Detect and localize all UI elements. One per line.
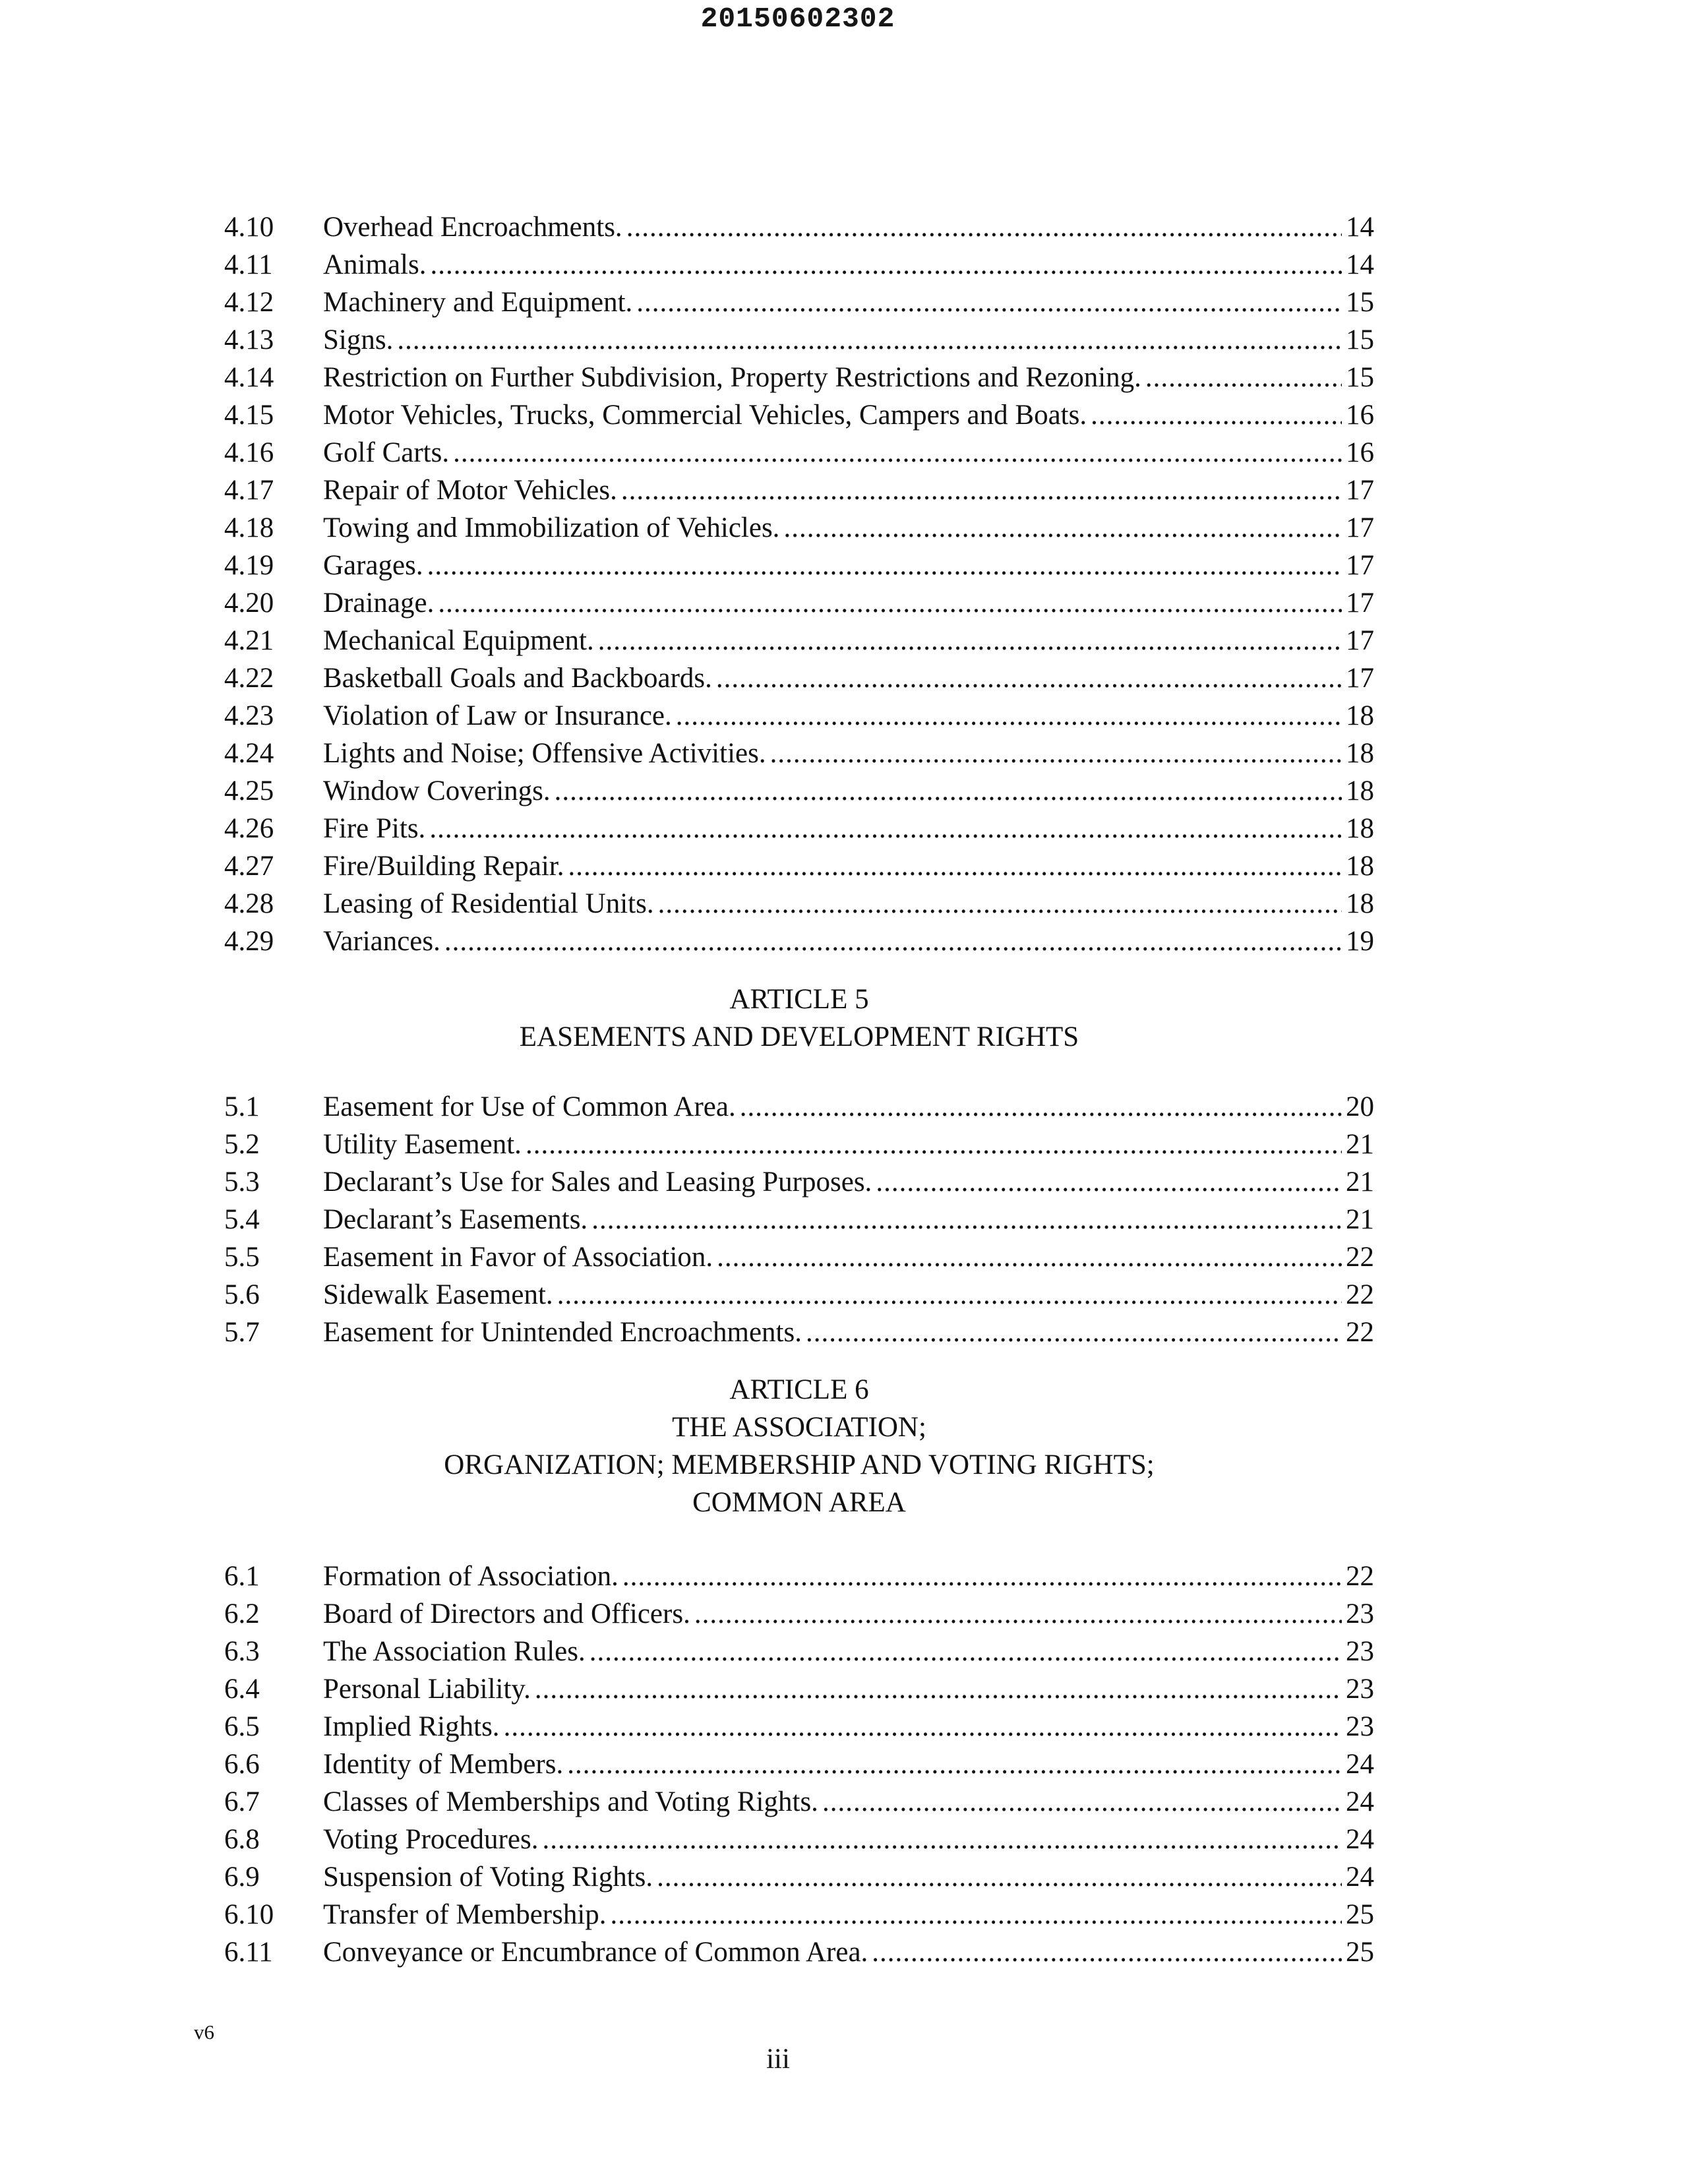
toc-entry-title: Sidewalk Easement. (323, 1279, 553, 1310)
toc-entry-title: Voting Procedures. (323, 1824, 539, 1855)
dot-leader (658, 885, 1342, 923)
toc-entry-page: 16 (1346, 400, 1374, 431)
toc-entry-page: 23 (1346, 1674, 1374, 1705)
toc-entry-title: Animals. (323, 249, 427, 280)
toc-entry-title: Signs. (323, 324, 394, 355)
toc-entry-number: 6.10 (224, 1899, 274, 1930)
toc-entry-title: Machinery and Equipment. (323, 287, 633, 318)
toc-entry-page: 22 (1346, 1242, 1374, 1273)
toc-entry-page: 18 (1346, 888, 1374, 919)
toc-entry-page: 16 (1346, 437, 1374, 468)
toc-entry[interactable] (224, 208, 1374, 247)
dot-leader (429, 810, 1342, 848)
toc-entry-page: 21 (1346, 1204, 1374, 1235)
toc-entry-title: Mechanical Equipment. (323, 625, 594, 656)
toc-entry-page: 17 (1346, 588, 1374, 619)
toc-entry-title: Personal Liability. (323, 1674, 531, 1705)
toc-entry-page: 24 (1346, 1824, 1374, 1855)
toc-entry-title: Conveyance or Encumbrance of Common Area. (323, 1937, 868, 1968)
toc-entry-page: 15 (1346, 362, 1374, 393)
toc-entry-number: 4.25 (224, 775, 274, 806)
toc-entry-number: 6.5 (224, 1711, 260, 1742)
toc-entry-title: Utility Easement. (323, 1129, 522, 1160)
toc-entry-number: 6.3 (224, 1636, 260, 1667)
dot-leader (557, 1276, 1342, 1314)
article-5-number: ARTICLE 5 (729, 984, 869, 1015)
toc-entry-title: Transfer of Membership. (323, 1899, 607, 1930)
toc-entry[interactable] (224, 1858, 1374, 1896)
article-6-title-line-2: ORGANIZATION; MEMBERSHIP AND VOTING RIGHTS; (444, 1449, 1155, 1480)
dot-leader (504, 1708, 1342, 1746)
toc-entry[interactable] (224, 1933, 1374, 1972)
toc-entry-number: 4.16 (224, 437, 274, 468)
toc-entry[interactable] (224, 885, 1374, 923)
dot-leader (535, 1670, 1342, 1709)
toc-entry-page: 18 (1346, 700, 1374, 731)
toc-entry[interactable] (224, 1088, 1374, 1126)
toc-entry-page: 24 (1346, 1786, 1374, 1817)
toc-entry-title: Motor Vehicles, Trucks, Commercial Vehicles, Campers and Boats. (323, 400, 1087, 431)
toc-entry[interactable] (224, 1896, 1374, 1934)
toc-entry-page: 17 (1346, 512, 1374, 543)
toc-entry-number: 4.15 (224, 400, 274, 431)
toc-entry-number: 4.24 (224, 738, 274, 769)
toc-entry-title: Restriction on Further Subdivision, Property Restrictions and Rezoning. (323, 362, 1141, 393)
toc-entry-number: 4.13 (224, 324, 274, 355)
toc-entry-title: Towing and Immobilization of Vehicles. (323, 512, 780, 543)
toc-entry[interactable] (224, 1238, 1374, 1277)
dot-leader (717, 1238, 1342, 1277)
article-6-title-line-3: COMMON AREA (692, 1487, 906, 1518)
toc-entry-page: 15 (1346, 324, 1374, 355)
toc-entry-number: 6.6 (224, 1749, 260, 1780)
article-5-title: EASEMENTS AND DEVELOPMENT RIGHTS (519, 1021, 1079, 1052)
toc-entry-title: Window Coverings. (323, 775, 551, 806)
toc-entry-page: 18 (1346, 775, 1374, 806)
toc-entry-title: Garages. (323, 550, 423, 581)
toc-entry-title: Variances. (323, 926, 440, 957)
toc-entry-number: 5.5 (224, 1242, 260, 1273)
page-number: iii (766, 2044, 790, 2075)
toc-entry-title: Overhead Encroachments. (323, 212, 622, 243)
dot-leader (567, 1745, 1342, 1784)
dot-leader (1145, 359, 1342, 397)
toc-entry[interactable] (224, 1821, 1374, 1859)
toc-entry-number: 4.20 (224, 588, 274, 619)
toc-entry[interactable] (224, 697, 1374, 735)
dot-leader (611, 1896, 1342, 1934)
toc-entry[interactable] (224, 584, 1374, 622)
toc-entry-title: Identity of Members. (323, 1749, 564, 1780)
toc-entry-number: 4.19 (224, 550, 274, 581)
toc-entry[interactable] (224, 772, 1374, 810)
toc-entry-title: Repair of Motor Vehicles. (323, 475, 617, 506)
toc-entry[interactable] (224, 1708, 1374, 1746)
toc-entry[interactable] (224, 923, 1374, 961)
toc-entry-page: 18 (1346, 851, 1374, 882)
toc-entry-page: 22 (1346, 1561, 1374, 1592)
toc-entry[interactable] (224, 246, 1374, 284)
toc-entry[interactable] (224, 359, 1374, 397)
toc-entry-page: 23 (1346, 1636, 1374, 1667)
toc-entry-number: 4.27 (224, 851, 274, 882)
toc-entry-number: 4.28 (224, 888, 274, 919)
toc-entry[interactable] (224, 321, 1374, 359)
toc-entry-title: Leasing of Residential Units. (323, 888, 654, 919)
toc-entry-number: 6.1 (224, 1561, 260, 1592)
toc-entry-page: 15 (1346, 287, 1374, 318)
toc-entry-title: Declarant’s Use for Sales and Leasing Purposes. (323, 1167, 872, 1198)
dot-leader (427, 547, 1342, 585)
toc-entry-number: 4.26 (224, 813, 274, 844)
toc-entry-page: 22 (1346, 1317, 1374, 1348)
dot-leader (526, 1126, 1342, 1164)
dot-leader (872, 1933, 1342, 1972)
toc-entry-title: Implied Rights. (323, 1711, 500, 1742)
dot-leader (622, 1558, 1342, 1596)
toc-entry[interactable] (224, 547, 1374, 585)
article-6-number: ARTICLE 6 (729, 1374, 869, 1405)
toc-entry-title: Easement for Use of Common Area. (323, 1091, 736, 1122)
toc-entry-number: 6.4 (224, 1674, 260, 1705)
toc-entry-number: 5.4 (224, 1204, 260, 1235)
toc-entry-number: 4.21 (224, 625, 274, 656)
toc-entry[interactable] (224, 1163, 1374, 1201)
toc-entry[interactable] (224, 622, 1374, 660)
toc-entry[interactable] (224, 1314, 1374, 1352)
toc-entry[interactable] (224, 1670, 1374, 1709)
toc-entry-number: 6.2 (224, 1598, 260, 1629)
dot-leader (397, 321, 1342, 359)
toc-entry-title: Board of Directors and Officers. (323, 1598, 690, 1629)
dot-leader (621, 471, 1342, 510)
toc-entry[interactable] (224, 509, 1374, 547)
toc-entry-page: 21 (1346, 1129, 1374, 1160)
dot-leader (568, 847, 1342, 886)
toc-entry-title: Suspension of Voting Rights. (323, 1862, 653, 1893)
toc-entry[interactable] (224, 1633, 1374, 1671)
toc-entry-title: Declarant’s Easements. (323, 1204, 588, 1235)
toc-entry-number: 5.3 (224, 1167, 260, 1198)
toc-entry[interactable] (224, 810, 1374, 848)
dot-leader (542, 1821, 1342, 1859)
toc-entry-number: 4.14 (224, 362, 274, 393)
toc-entry-number: 6.8 (224, 1824, 260, 1855)
toc-entry-number: 4.18 (224, 512, 274, 543)
toc-entry[interactable] (224, 1558, 1374, 1596)
dot-leader (438, 584, 1342, 622)
toc-entry-page: 24 (1346, 1862, 1374, 1893)
toc-entry-page: 25 (1346, 1937, 1374, 1968)
toc-entry-number: 6.11 (224, 1937, 273, 1968)
toc-entry-number: 4.17 (224, 475, 274, 506)
dot-leader (555, 772, 1342, 810)
toc-entry[interactable] (224, 1276, 1374, 1314)
toc-entry-page: 19 (1346, 926, 1374, 957)
toc-entry-title: Drainage. (323, 588, 435, 619)
toc-entry[interactable] (224, 1745, 1374, 1784)
toc-entry-number: 5.7 (224, 1317, 260, 1348)
toc-entry[interactable] (224, 659, 1374, 698)
toc-entry-page: 18 (1346, 813, 1374, 844)
dot-leader (430, 246, 1342, 284)
dot-leader (876, 1163, 1342, 1201)
toc-entry-title: Fire/Building Repair. (323, 851, 564, 882)
toc-entry-page: 25 (1346, 1899, 1374, 1930)
toc-entry[interactable] (224, 1595, 1374, 1633)
toc-entry-number: 5.6 (224, 1279, 260, 1310)
dot-leader (657, 1858, 1342, 1896)
toc-entry[interactable] (224, 434, 1374, 472)
dot-leader (676, 697, 1342, 735)
version-label: v6 (194, 2020, 214, 2044)
toc-entry[interactable] (224, 1783, 1374, 1821)
dot-leader (716, 659, 1342, 698)
toc-entry-title: Easement for Unintended Encroachments. (323, 1317, 802, 1348)
toc-entry-title: Golf Carts. (323, 437, 450, 468)
toc-entry-page: 17 (1346, 663, 1374, 694)
toc-entry-title: Violation of Law or Insurance. (323, 700, 672, 731)
toc-entry-number: 4.23 (224, 700, 274, 731)
toc-entry-page: 23 (1346, 1598, 1374, 1629)
dot-leader (636, 284, 1342, 322)
toc-entry[interactable] (224, 1201, 1374, 1239)
toc-entry-number: 4.22 (224, 663, 274, 694)
toc-entry[interactable] (224, 284, 1374, 322)
toc-entry-page: 14 (1346, 212, 1374, 243)
toc-entry-page: 17 (1346, 550, 1374, 581)
dot-leader (770, 735, 1342, 773)
toc-entry-page: 20 (1346, 1091, 1374, 1122)
toc-entry-title: Lights and Noise; Offensive Activities. (323, 738, 766, 769)
dot-leader (444, 923, 1342, 961)
toc-entry-number: 4.11 (224, 249, 273, 280)
toc-entry-title: Fire Pits. (323, 813, 426, 844)
dot-leader (626, 208, 1342, 247)
dot-leader (740, 1088, 1342, 1126)
toc-entry-page: 23 (1346, 1711, 1374, 1742)
toc-entry-page: 18 (1346, 738, 1374, 769)
dot-leader (806, 1314, 1342, 1352)
dot-leader (822, 1783, 1342, 1821)
toc-entry-number: 4.10 (224, 212, 274, 243)
toc-entry[interactable] (224, 471, 1374, 510)
article-6-title-line-1: THE ASSOCIATION; (672, 1412, 926, 1443)
toc-entry-title: Easement in Favor of Association. (323, 1242, 713, 1273)
toc-entry[interactable] (224, 847, 1374, 886)
toc-entry-number: 5.1 (224, 1091, 260, 1122)
toc-entry-title: Basketball Goals and Backboards. (323, 663, 712, 694)
toc-entry-page: 21 (1346, 1167, 1374, 1198)
toc-entry[interactable] (224, 396, 1374, 435)
toc-entry-page: 24 (1346, 1749, 1374, 1780)
toc-entry-title: Formation of Association. (323, 1561, 618, 1592)
toc-entry[interactable] (224, 1126, 1374, 1164)
dot-leader (694, 1595, 1342, 1633)
toc-entry[interactable] (224, 735, 1374, 773)
toc-entry-page: 22 (1346, 1279, 1374, 1310)
toc-entry-number: 6.7 (224, 1786, 260, 1817)
toc-entry-page: 17 (1346, 625, 1374, 656)
dot-leader (453, 434, 1342, 472)
toc-entry-number: 5.2 (224, 1129, 260, 1160)
dot-leader (1091, 396, 1342, 435)
toc-entry-number: 4.29 (224, 926, 274, 957)
toc-entry-page: 17 (1346, 475, 1374, 506)
document-number: 20150602302 (700, 3, 895, 35)
dot-leader (591, 1201, 1342, 1239)
dot-leader (589, 1633, 1342, 1671)
toc-entry-number: 6.9 (224, 1862, 260, 1893)
toc-entry-page: 14 (1346, 249, 1374, 280)
toc-entry-title: Classes of Memberships and Voting Rights. (323, 1786, 818, 1817)
dot-leader (783, 509, 1342, 547)
toc-entry-title: The Association Rules. (323, 1636, 586, 1667)
toc-entry-number: 4.12 (224, 287, 274, 318)
dot-leader (598, 622, 1342, 660)
